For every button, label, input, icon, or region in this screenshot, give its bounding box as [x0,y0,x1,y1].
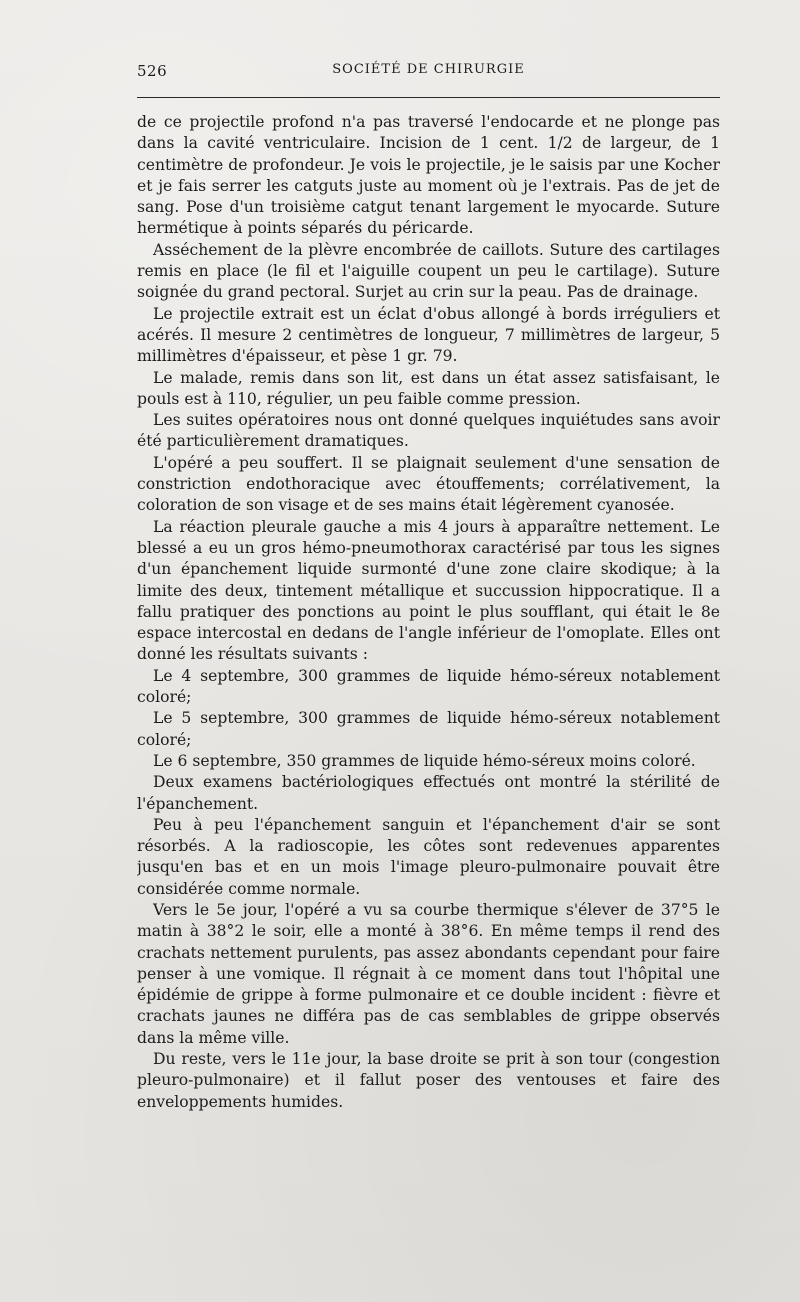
header-rule [137,97,720,98]
body-text [137,112,720,1172]
paragraph-2: Asséchement de la plèvre encombrée de caillots. Suture des cartilages remis en place (le fil et l'aiguille coupent un peu le cartilage). Suture soignée du grand pectoral. Surjet au crin sur la peau. Pas de drainage. [137,240,720,302]
page-header [137,56,720,86]
page-number: 526 [137,62,168,80]
paragraph-8: Le 4 septembre, 300 grammes de liquide hémo-séreux notablement coloré; [137,666,720,707]
paragraph-13: Vers le 5e jour, l'opéré a vu sa courbe thermique s'élever de 37°5 le matin à 38°2 le soir, elle a monté à 38°6. En même temps il rend des crachats nettement purulents, pas assez abondants cependant pour faire penser à une vomique. Il régnait à ce moment dans tout l'hôpital une épidémie de grippe à forme pulmonaire et ce double incident : fièvre et crachats jaunes ne différa pas de cas semblables de grippe observés dans la même ville. [137,900,720,1047]
running-title: SOCIÉTÉ DE CHIRURGIE [332,62,525,77]
paragraph-6: L'opéré a peu souffert. Il se plaignait seulement d'une sensation de constriction endothoracique avec étouffements; corrélativement, la coloration de son visage et de ses mains était légèrement cyanosée. [137,453,720,515]
paragraph-11: Deux examens bactériologiques effectués ont montré la stérilité de l'épanchement. [137,773,720,813]
paragraph-4: Le malade, remis dans son lit, est dans un état assez satisfaisant, le pouls est à 110, régulier, un peu faible comme pression. [137,368,720,408]
paragraph-1: de ce projectile profond n'a pas traversé l'endocarde et ne plonge pas dans la cavité ventriculaire. Incision de 1 cent. 1/2 de largeur, de 1 centimètre de profondeur. Je vois le projectile, je le saisis par une Kocher et je fais serrer les catguts juste au moment où je l'extrais. Pas de jet de sang. Pose d'un troisième catgut tenant largement le myocarde. Suture hermétique à points séparés du péricarde. [137,113,720,238]
paragraph-5: Les suites opératoires nous ont donné quelques inquiétudes sans avoir été particulièrement dramatiques. [137,411,720,451]
paragraph-9: Le 5 septembre, 300 grammes de liquide hémo-séreux notablement coloré; [137,709,720,749]
paragraph-14: Du reste, vers le 11e jour, la base droite se prit à son tour (congestion pleuro-pulmonaire) et il fallut poser des ventouses et faire des enveloppements humides. [137,1050,720,1111]
paragraph-10: Le 6 septembre, 350 grammes de liquide hémo-séreux moins coloré. [153,751,696,770]
paragraph-7: La réaction pleurale gauche a mis 4 jours à apparaître nettement. Le blessé a eu un gros hémo-pneumothorax caractérisé par tous les signes d'un épanchement liquide surmonté d'une zone claire skodique; à la limite des deux, tintement métallique et succussion hippocratique. Il a fallu pratiquer des ponctions au point le plus soufflant, qui était le 8e espace intercostal en dedans de l'angle inférieur de l'omoplate. Elles ont donné les résultats suivants : [137,517,720,664]
paragraph-3: Le projectile extrait est un éclat d'obus allongé à bords irréguliers et acérés. Il mesure 2 centimètres de longueur, 7 millimètres de largeur, 5 millimètres d'épaisseur, et pèse 1 gr. 79. [137,304,720,366]
paragraph-12: Peu à peu l'épanchement sanguin et l'épanchement d'air se sont résorbés. A la radioscopie, les côtes sont redevenues apparentes jusqu'en bas et en un mois l'image pleuro-pulmonaire pouvait être considérée comme normale. [137,815,720,898]
